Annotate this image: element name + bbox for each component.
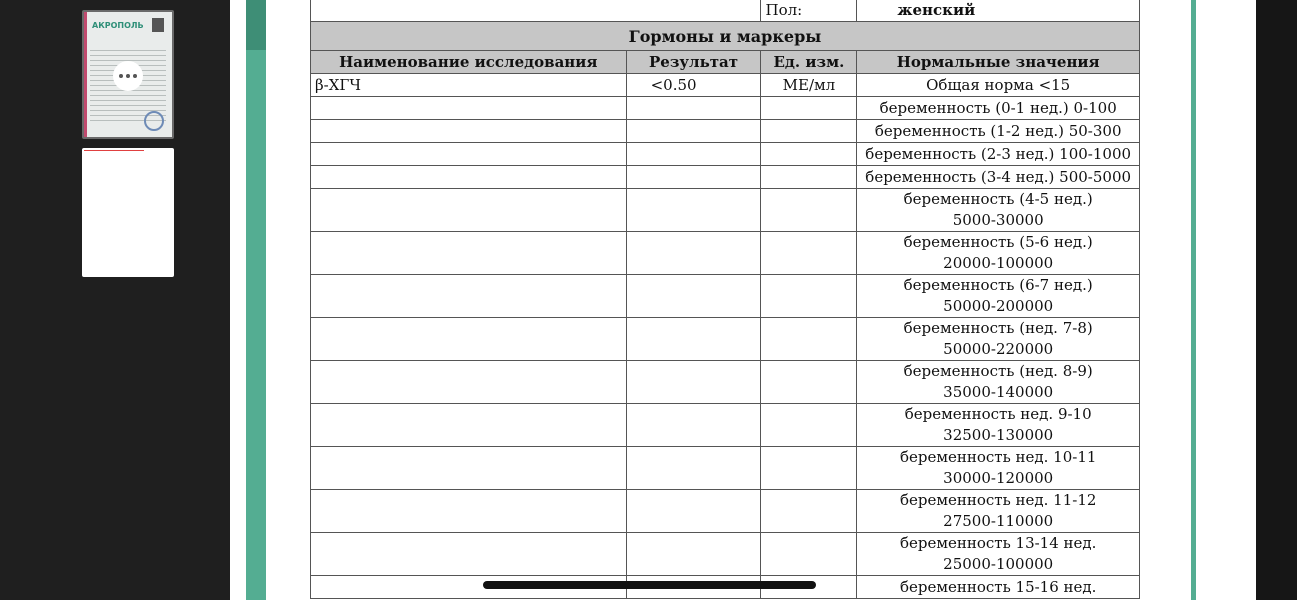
- normal-value-line: 50000-220000: [943, 340, 1054, 358]
- result-cell: [626, 143, 761, 166]
- normal-values-cell: [857, 533, 1140, 576]
- normal-values-cell: [857, 189, 1140, 232]
- test-name-cell: [311, 490, 627, 533]
- more-dot-icon: [126, 74, 130, 78]
- normal-value-line: 20000-100000: [943, 254, 1054, 272]
- test-name-cell: [311, 232, 627, 275]
- test-name-cell: [311, 361, 627, 404]
- normal-value-line: 32500-130000: [943, 426, 1054, 444]
- test-name-cell: [311, 143, 627, 166]
- table-row: [311, 143, 1140, 166]
- unit-cell: [761, 275, 857, 318]
- test-name-cell: β-ХГЧ: [311, 74, 627, 97]
- unit-cell: [761, 404, 857, 447]
- test-name-cell: [311, 120, 627, 143]
- home-indicator[interactable]: [483, 581, 816, 589]
- normal-values-cell: [857, 232, 1140, 275]
- column-header-name: Наименование исследования: [311, 51, 627, 74]
- normal-value-line: Общая норма <15: [926, 75, 1071, 94]
- normal-values-cell: [857, 120, 1140, 143]
- unit-cell: МЕ/мл: [761, 74, 857, 97]
- patient-sex-row: [311, 0, 1140, 22]
- result-cell: [626, 189, 761, 232]
- unit-cell: [761, 232, 857, 275]
- test-name-cell: [311, 318, 627, 361]
- unit-cell: [761, 447, 857, 490]
- test-name-cell: [311, 189, 627, 232]
- normal-values-cell: [857, 275, 1140, 318]
- section-title: Гормоны и маркеры: [311, 22, 1140, 51]
- sex-label: Пол:: [761, 0, 857, 22]
- normal-value-line: 5000-30000: [952, 211, 1044, 229]
- normal-value-line: беременность нед. 9-10: [904, 405, 1092, 423]
- normal-value-line: беременность (5-6 нед.): [903, 233, 1093, 251]
- table-row: [311, 361, 1140, 404]
- section-title-row: [311, 22, 1140, 51]
- result-cell: [626, 361, 761, 404]
- lab-results-table: [310, 0, 1140, 599]
- result-cell: [626, 166, 761, 189]
- test-name-cell: [311, 97, 627, 120]
- table-row: [311, 533, 1140, 576]
- table-row: [311, 166, 1140, 189]
- page-thumbnail-2[interactable]: [82, 148, 174, 277]
- result-cell: [626, 533, 761, 576]
- normal-value-line: беременность нед. 10-11: [899, 448, 1097, 466]
- column-header-result: Результат: [626, 51, 761, 74]
- table-header-row: [311, 51, 1140, 74]
- result-cell: [626, 447, 761, 490]
- normal-value-line: беременность (2-3 нед.) 100-1000: [865, 144, 1132, 163]
- unit-cell: [761, 97, 857, 120]
- column-header-norm: Нормальные значения: [857, 51, 1140, 74]
- viewer-edge: [1256, 0, 1297, 600]
- normal-value-line: беременность (нед. 7-8): [903, 319, 1093, 337]
- test-name-cell: [311, 404, 627, 447]
- test-name-cell: [311, 533, 627, 576]
- table-row: [311, 447, 1140, 490]
- normal-value-line: 50000-200000: [943, 297, 1054, 315]
- normal-value-line: беременность 13-14 нед.: [899, 534, 1097, 552]
- unit-cell: [761, 166, 857, 189]
- table-row: [311, 318, 1140, 361]
- result-cell: [626, 97, 761, 120]
- test-name-cell: [311, 166, 627, 189]
- table-row: [311, 490, 1140, 533]
- result-cell: [626, 404, 761, 447]
- normal-value-line: 35000-140000: [943, 383, 1054, 401]
- page-border-accent: [246, 0, 266, 50]
- normal-value-line: 30000-120000: [943, 469, 1054, 487]
- normal-values-cell: [857, 576, 1140, 599]
- page-thumbnail-sidebar: [0, 0, 230, 600]
- test-name-cell: [311, 275, 627, 318]
- unit-cell: [761, 120, 857, 143]
- stamp-icon: [144, 111, 164, 131]
- table-row: [311, 74, 1140, 97]
- qr-code-icon: [152, 18, 164, 32]
- more-options-button[interactable]: [113, 61, 143, 91]
- test-name-cell: [311, 447, 627, 490]
- normal-value-line: 27500-110000: [943, 512, 1054, 530]
- table-row: [311, 275, 1140, 318]
- normal-value-line: беременность (1-2 нед.) 50-300: [874, 121, 1122, 140]
- normal-values-cell: [857, 361, 1140, 404]
- table-row: [311, 120, 1140, 143]
- normal-value-line: беременность 15-16 нед.: [899, 577, 1097, 596]
- normal-value-line: беременность (3-4 нед.) 500-5000: [865, 167, 1132, 186]
- table-row: [311, 97, 1140, 120]
- normal-values-cell: [857, 490, 1140, 533]
- sex-value: женский: [857, 0, 1140, 22]
- normal-value-line: 25000-100000: [943, 555, 1054, 573]
- normal-values-cell: [857, 143, 1140, 166]
- unit-cell: [761, 189, 857, 232]
- empty-cell: [311, 0, 761, 22]
- normal-values-cell: [857, 404, 1140, 447]
- column-header-unit: Ед. изм.: [761, 51, 857, 74]
- unit-cell: [761, 361, 857, 404]
- more-dot-icon: [119, 74, 123, 78]
- normal-values-cell: [857, 447, 1140, 490]
- table-row: [311, 189, 1140, 232]
- more-dot-icon: [133, 74, 137, 78]
- result-cell: [626, 275, 761, 318]
- thumbnail-red-line: [84, 150, 144, 151]
- normal-values-cell: [857, 74, 1140, 97]
- unit-cell: [761, 533, 857, 576]
- normal-value-line: беременность (0-1 нед.) 0-100: [879, 98, 1117, 117]
- normal-value-line: беременность нед. 11-12: [899, 491, 1097, 509]
- thumbnail-logo-text: АКРОПОЛЬ: [92, 20, 144, 30]
- unit-cell: [761, 490, 857, 533]
- table-row: [311, 404, 1140, 447]
- normal-value-line: беременность (нед. 8-9): [903, 362, 1093, 380]
- normal-values-cell: [857, 166, 1140, 189]
- table-row: [311, 232, 1140, 275]
- result-cell: [626, 318, 761, 361]
- normal-values-cell: [857, 97, 1140, 120]
- normal-value-line: беременность (4-5 нед.): [903, 190, 1093, 208]
- result-cell: [626, 232, 761, 275]
- result-cell: <0.50: [626, 74, 761, 97]
- thumbnail-logo: [90, 18, 144, 32]
- unit-cell: [761, 143, 857, 166]
- result-cell: [626, 490, 761, 533]
- normal-values-cell: [857, 318, 1140, 361]
- normal-value-line: беременность (6-7 нед.): [903, 276, 1093, 294]
- result-cell: [626, 120, 761, 143]
- unit-cell: [761, 318, 857, 361]
- thumbnail-selection-edge: [84, 12, 87, 137]
